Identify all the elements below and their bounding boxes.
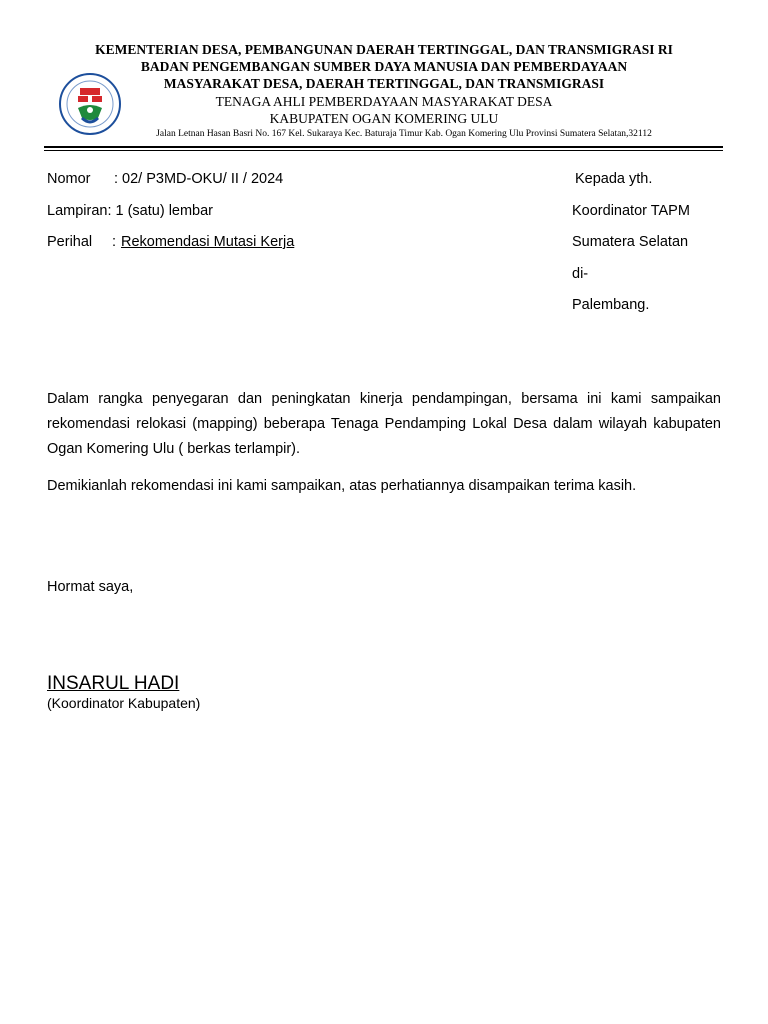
recipient-line-1: Kepada yth. (575, 171, 653, 187)
perihal-label: Perihal (47, 234, 93, 250)
letterhead-line-2: BADAN PENGEMBANGAN SUMBER DAYA MANUSIA DAN PEMBERDAYAAN (140, 59, 628, 74)
letterhead-line-5: KABUPATEN OGAN KOMERING ULU (269, 111, 499, 126)
signer-name: INSARUL HADI (47, 673, 180, 694)
body-paragraph-2: Demikianlah rekomendasi ini kami sampaikan, atas perhatiannya disampaikan terima kasih. (47, 478, 637, 494)
recipient-line-5: Palembang. (572, 297, 650, 313)
nomor-label: Nomor (47, 171, 91, 187)
letterhead (0, 0, 768, 160)
letterhead-line-3: MASYARAKAT DESA, DAERAH TERTINGGAL, DAN TRANSMIGRASI (163, 76, 605, 91)
signer-title: (Koordinator Kabupaten) (47, 695, 201, 711)
nomor-value: : 02/ P3MD-OKU/ II / 2024 (114, 171, 284, 187)
letterhead-address: Jalan Letnan Hasan Basri No. 167 Kel. Sukaraya Kec. Baturaja Timur Kab. Ogan Komering Ulu Provinsi Sumatera Selatan,32112 (156, 129, 652, 139)
letterhead-divider-thin (44, 150, 723, 151)
perihal-colon: : (112, 234, 117, 250)
letterhead-divider-thick (44, 146, 723, 148)
letterhead-line-1: KEMENTERIAN DESA, PEMBANGUNAN DAERAH TERTINGGAL, DAN TRANSMIGRASI RI (95, 42, 673, 57)
recipient-line-4: di- (572, 266, 589, 282)
perihal-value: Rekomendasi Mutasi Kerja (121, 234, 295, 250)
recipient-line-2: Koordinator TAPM (572, 203, 690, 219)
letterhead-line-4: TENAGA AHLI PEMBERDAYAAN MASYARAKAT DESA (215, 94, 553, 109)
recipient-line-3: Sumatera Selatan (572, 234, 689, 250)
closing-greeting: Hormat saya, (47, 579, 134, 595)
lampiran-text: Lampiran: 1 (satu) lembar (47, 203, 214, 219)
body-paragraph-1: Dalam rangka penyegaran dan peningkatan kinerja pendampingan, bersama ini kami sampaikan rekomendasi relokasi (mapping) beberapa Tenaga Pendamping Lokal Desa dalam wilayah kabupaten Ogan Komering Ulu ( berkas terlampir). (47, 391, 721, 457)
